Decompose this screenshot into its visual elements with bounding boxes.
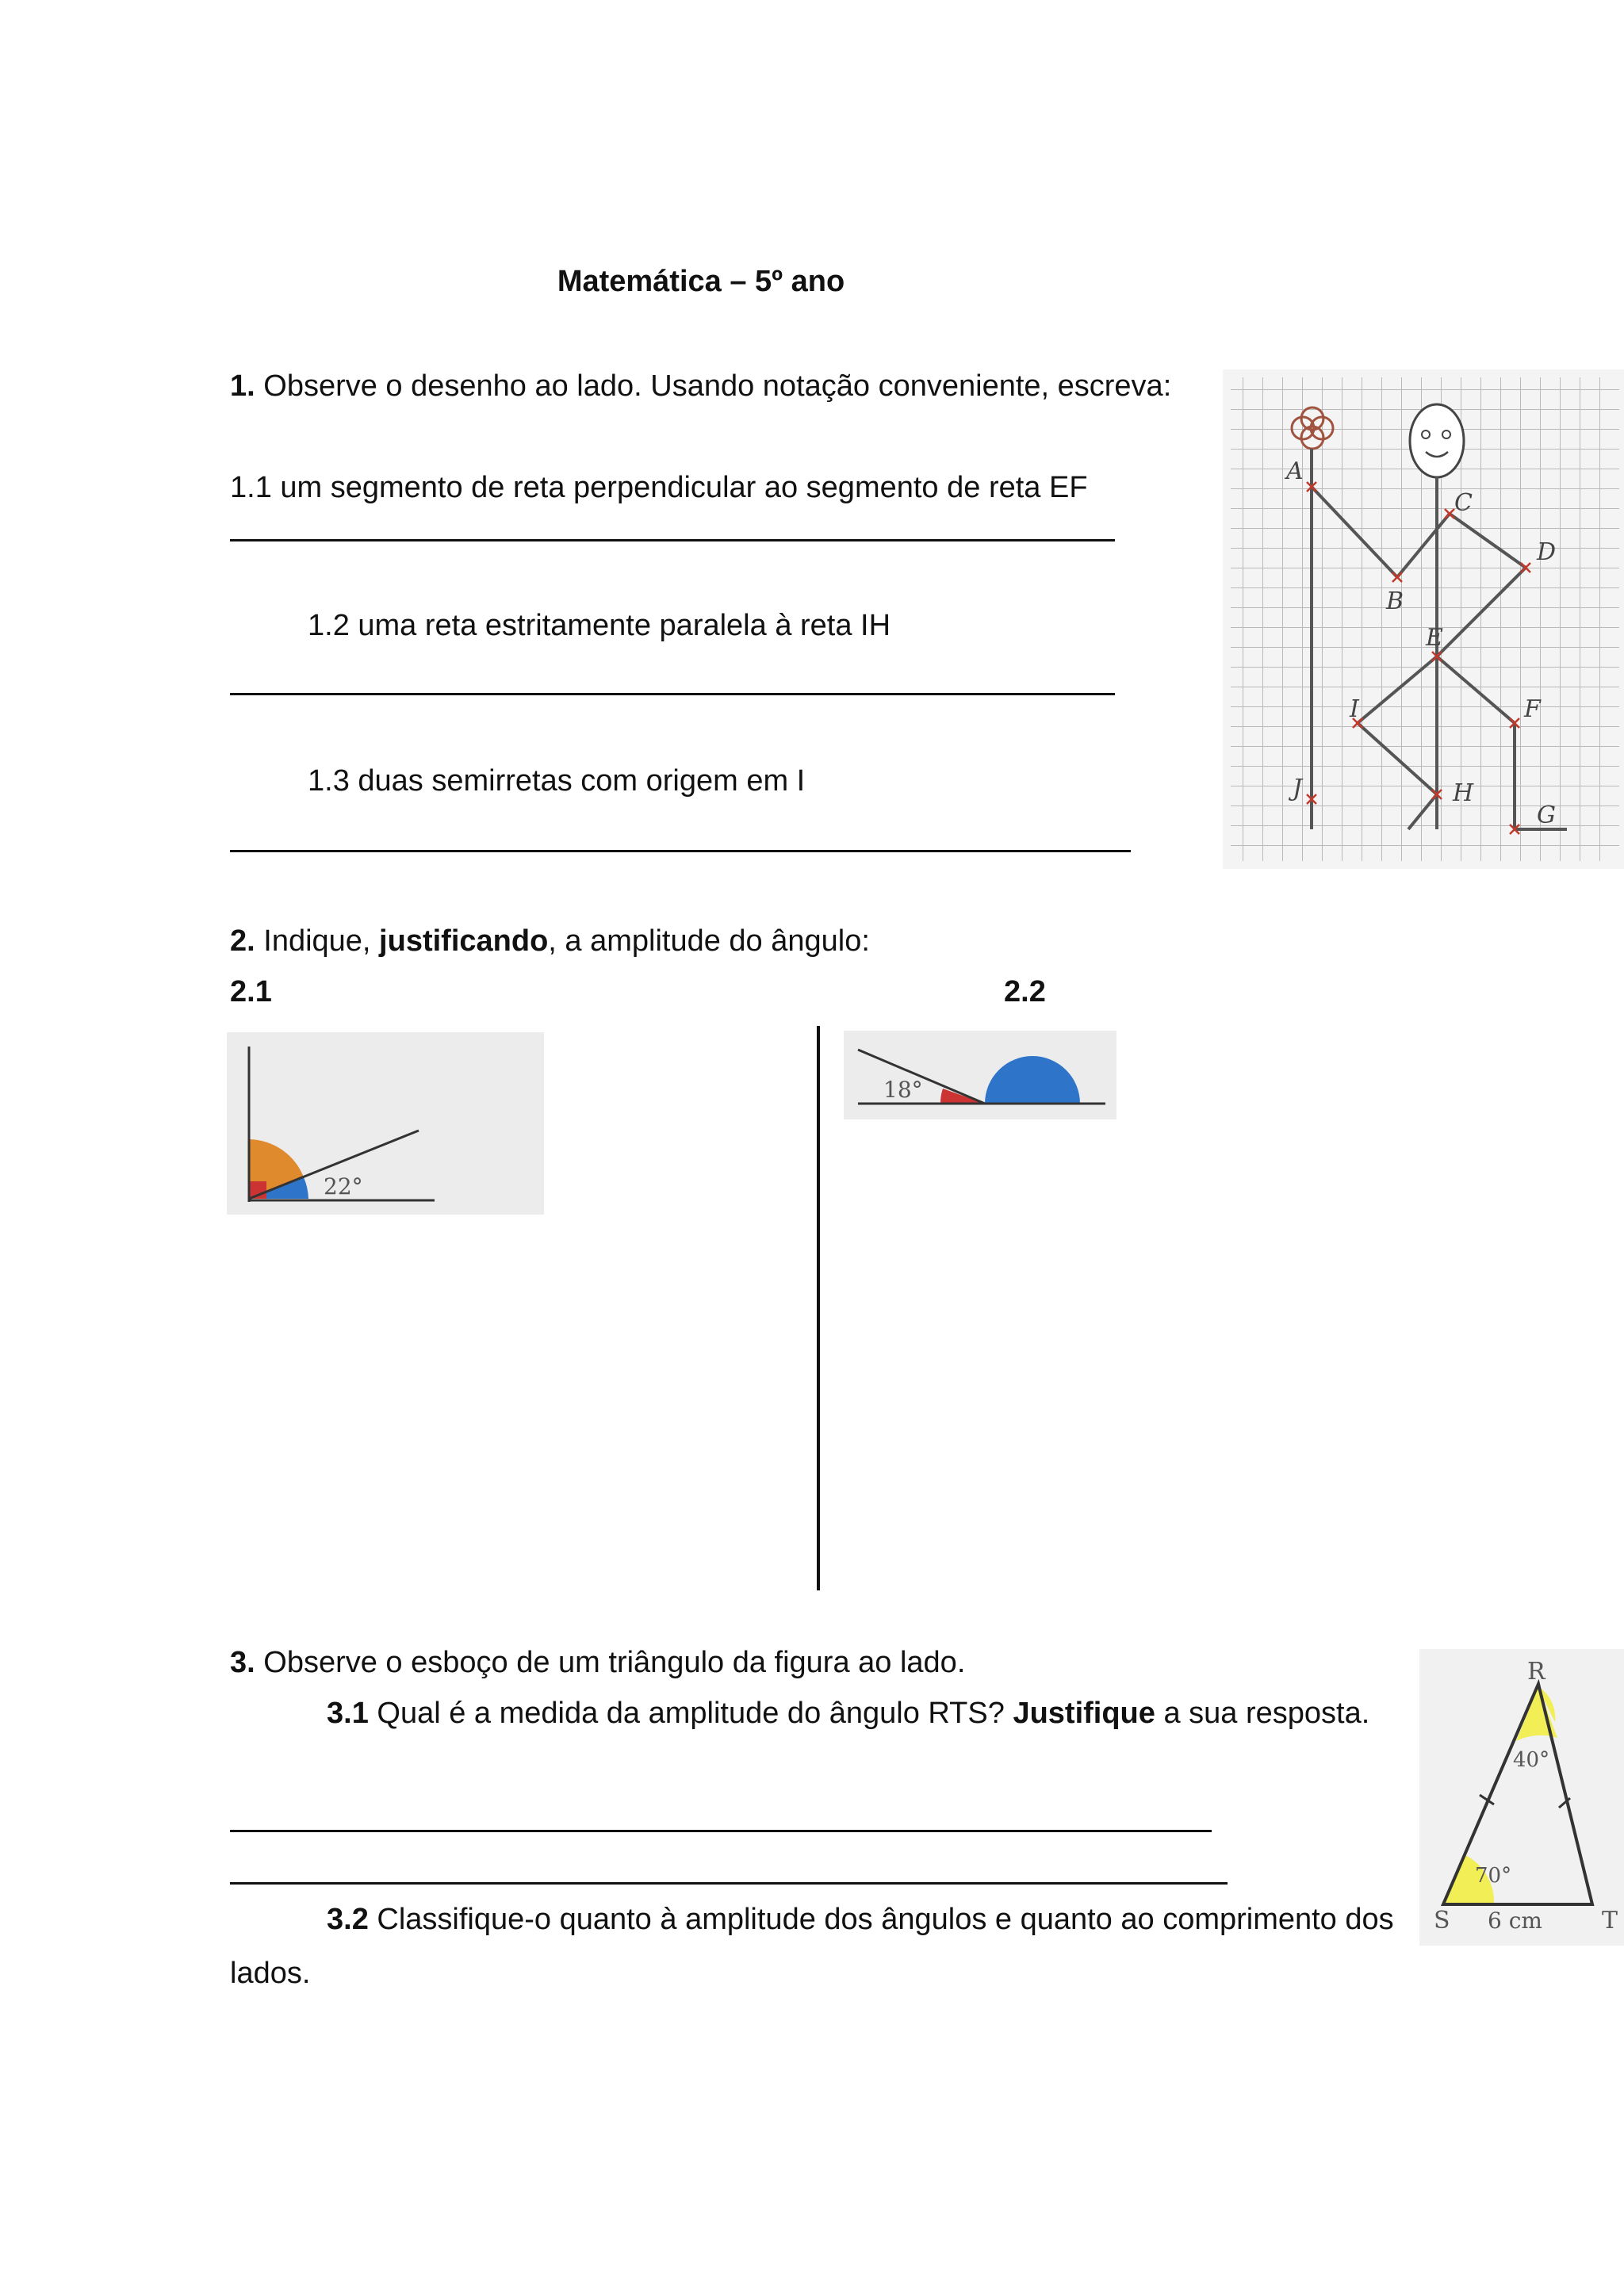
subquestion-3-2-number: 3.2	[327, 1903, 369, 1936]
question-3	[230, 1644, 965, 1681]
item-1-1: 1.1 um segmento de reta perpendicular ao segmento de reta EF	[230, 471, 1088, 504]
angle-figure-2-1	[227, 1032, 544, 1215]
question-1-text: Observe o desenho ao lado. Usando notação conveniente, escreva:	[255, 369, 1172, 403]
question-1-number: 1.	[230, 369, 255, 403]
angle-label-40: 40°	[1513, 1748, 1550, 1772]
subquestion-2-2: 2.2	[1004, 975, 1046, 1008]
subquestion-3-1-after: a sua resposta.	[1155, 1697, 1370, 1730]
answer-line-3-1-b[interactable]	[230, 1882, 1228, 1885]
question-3-text: Observe o esboço de um triângulo da figura ao lado.	[255, 1646, 966, 1679]
stick-figure-grid-figure	[1223, 369, 1624, 869]
answer-line-1-2[interactable]	[230, 693, 1115, 695]
vertex-label-r: R	[1527, 1658, 1545, 1686]
answer-line-1-1[interactable]	[230, 539, 1115, 541]
subquestion-3-1-number: 3.1	[327, 1697, 369, 1730]
page-title: Matemática – 5º ano	[557, 265, 845, 298]
angle-label-70: 70°	[1475, 1864, 1512, 1888]
item-1-3: 1.3 duas semirretas com origem em I	[308, 764, 806, 798]
subquestion-3-2-continuation: lados.	[230, 1957, 311, 1990]
subquestion-2-1: 2.1	[230, 975, 272, 1008]
answer-line-3-1-a[interactable]	[230, 1830, 1212, 1832]
point-label-h: H	[1453, 779, 1474, 807]
question-2-text-bold: justificando	[379, 924, 549, 958]
question-2	[230, 923, 870, 959]
angle-label-22: 22°	[324, 1173, 363, 1200]
vertex-label-s: S	[1434, 1907, 1450, 1934]
point-label-g: G	[1537, 802, 1556, 829]
subquestion-3-1	[327, 1695, 1369, 1732]
question-2-number: 2.	[230, 924, 255, 958]
triangle-figure	[1419, 1649, 1624, 1946]
angle-figure-2-2	[844, 1031, 1116, 1119]
subquestion-3-1-text: Qual é a medida da amplitude do ângulo RTS?	[368, 1697, 1013, 1730]
question-2-text-after: , a amplitude do ângulo:	[548, 924, 870, 958]
point-label-c: C	[1454, 489, 1473, 517]
point-label-e: E	[1426, 624, 1443, 652]
point-label-j: J	[1293, 775, 1303, 802]
side-label-6cm: 6 cm	[1488, 1908, 1542, 1934]
question-2-text-before: Indique,	[255, 924, 380, 958]
column-divider	[817, 1026, 820, 1590]
subquestion-3-1-bold: Justifique	[1013, 1697, 1155, 1730]
item-1-2: 1.2 uma reta estritamente paralela à reta IH	[308, 609, 891, 642]
answer-line-1-3[interactable]	[230, 850, 1131, 852]
point-label-i: I	[1350, 695, 1359, 723]
vertex-label-t: T	[1602, 1907, 1618, 1934]
point-label-d: D	[1537, 538, 1557, 566]
subquestion-3-2	[327, 1901, 1394, 1938]
question-1	[230, 368, 1171, 404]
point-label-f: F	[1524, 695, 1541, 723]
point-label-a: A	[1286, 457, 1304, 485]
subquestion-3-2-text: Classifique-o quanto à amplitude dos ângulos e quanto ao comprimento dos	[368, 1903, 1394, 1936]
point-label-b: B	[1386, 587, 1404, 615]
angle-label-18: 18°	[883, 1077, 923, 1103]
question-3-number: 3.	[230, 1646, 255, 1679]
